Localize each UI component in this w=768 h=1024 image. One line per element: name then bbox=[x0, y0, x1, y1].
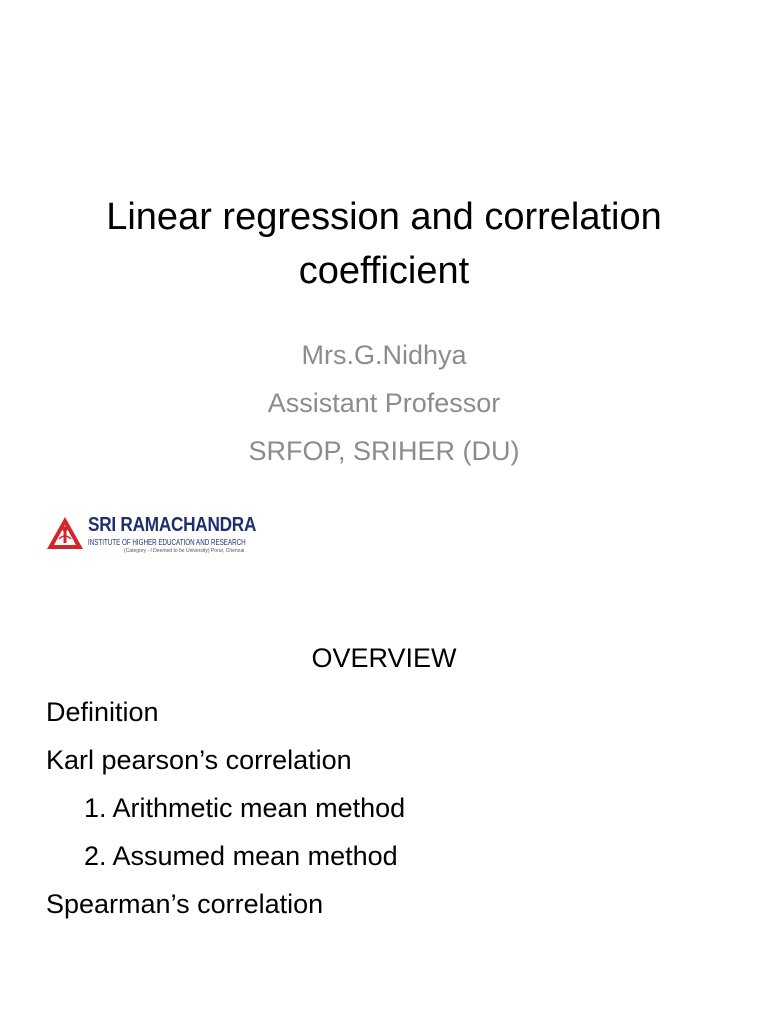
slide-title bbox=[30, 190, 738, 298]
logo-name: SRI RAMACHANDRA bbox=[88, 514, 257, 536]
author-position: Assistant Professor bbox=[267, 388, 501, 418]
overview-list bbox=[46, 688, 746, 928]
logo-note: (Category - I Deemed to be University) Porur, Chennai bbox=[124, 548, 245, 554]
list-item: Definition bbox=[46, 697, 159, 727]
institution-logo bbox=[46, 514, 257, 558]
author-name: Mrs.G.Nidhya bbox=[301, 340, 467, 370]
slide-title-line-1: Linear regression and correlation bbox=[106, 196, 662, 238]
slide-title-line-2: coefficient bbox=[298, 250, 470, 292]
author-info bbox=[30, 331, 738, 475]
list-item: 2. Assumed mean method bbox=[84, 841, 398, 871]
list-item: Spearman’s correlation bbox=[46, 889, 324, 919]
logo-subtitle: INSTITUTE OF HIGHER EDUCATION AND RESEARCH bbox=[88, 538, 246, 547]
triangle-emblem-icon bbox=[46, 516, 84, 550]
list-item: Karl pearson’s correlation bbox=[46, 745, 352, 775]
overview-slide bbox=[0, 600, 768, 1024]
list-item: 1. Arithmetic mean method bbox=[84, 793, 406, 823]
author-affiliation: SRFOP, SRIHER (DU) bbox=[248, 436, 520, 466]
overview-heading: OVERVIEW bbox=[311, 643, 457, 673]
